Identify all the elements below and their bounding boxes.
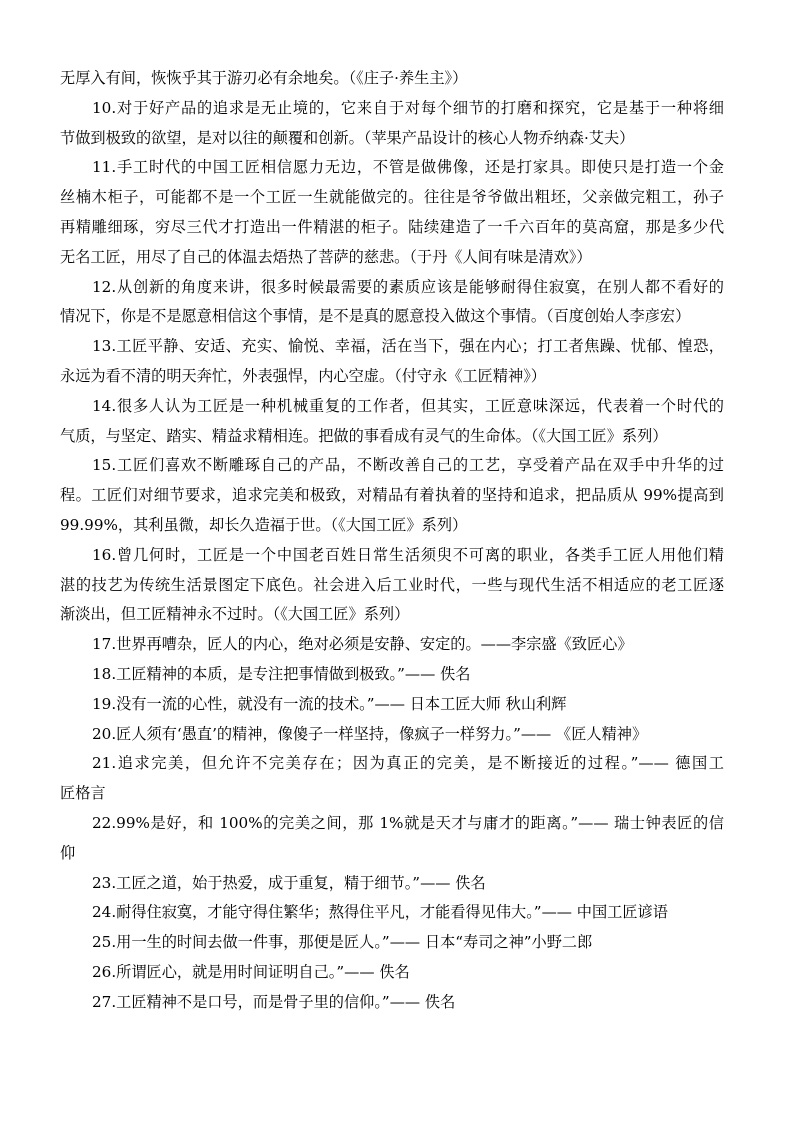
text-line: 程。工匠们对细节要求，追求完美和极致，对精品有着执着的坚持和追求，把品质从 99%提高到 (60, 486, 724, 505)
text-line: 仰 (60, 843, 76, 862)
text-line: 99.99%，其利虽微，却长久造福于世。（《大国工匠》系列） (60, 515, 468, 534)
text-line: 11.手工时代的中国工匠相信愿力无边，不管是做佛像，还是打家具。即使只是打造一个金 (92, 158, 724, 177)
text-line: 14.很多人认为工匠是一种机械重复的工作者，但其实，工匠意味深远，代表着一个时代的 (92, 396, 724, 415)
text-line: 21.追求完美，但允许不完美存在；因为真正的完美，是不断接近的过程。”—— 德国工 (92, 754, 724, 773)
text-line: 23.工匠之道，始于热爱，成于重复，精于细节。”—— 佚名 (92, 873, 486, 892)
text-line: 19.没有一流的心性，就没有一流的技术。”—— 日本工匠大师 秋山利辉 (92, 694, 567, 713)
text-line: 12.从创新的角度来讲，很多时候最需要的素质应该是能够耐得住寂寞，在别人都不看好的 (92, 277, 724, 296)
text-line: 20.匠人须有‘愚直’的精神，像傻子一样坚持，像疯子一样努力。”—— 《匠人精神》 (92, 724, 648, 743)
text-line: 24.耐得住寂寞，才能守得住繁华；熬得住平凡，才能看得见伟大。”—— 中国工匠谚语 (92, 903, 668, 922)
text-line: 13.工匠平静、安适、充实、愉悦、幸福，活在当下，强在内心；打工者焦躁、忧郁、惶恐， (92, 337, 724, 356)
text-line: 丝楠木柜子，可能都不是一个工匠一生就能做完的。往往是爷爷做出粗坯，父亲做完粗工，孙子 (60, 188, 724, 207)
text-line: 气质，与坚定、踏实、精益求精相连。把做的事看成有灵气的生命体。（《大国工匠》系列） (60, 426, 668, 445)
text-line: 无厚入有间，恢恢乎其于游刃必有余地矣。（《庄子·养生主》） (60, 69, 468, 87)
text-line: 湛的技艺为传统生活景图定下底色。社会进入后工业时代，一些与现代生活不相适应的老工匠逐 (60, 575, 724, 594)
text-line: 10.对于好产品的追求是无止境的，它来自于对每个细节的打磨和探究，它是基于一种将细 (92, 98, 724, 117)
text-line: 17.世界再嘈杂，匠人的内心，绝对必须是安静、安定的。——李宗盛《致匠心》 (92, 635, 633, 654)
text-line: 永远为看不清的明天奔忙，外表强悍，内心空虚。（付守永《工匠精神》） (60, 366, 546, 385)
text-line: 27.工匠精神不是口号，而是骨子里的信仰。”—— 佚名 (92, 992, 456, 1011)
text-line: 节做到极致的欲望，是对以往的颠覆和创新。（苹果产品设计的核心人物乔纳森·艾夫） (60, 128, 635, 147)
text-line: 15.工匠们喜欢不断雕琢自己的产品，不断改善自己的工艺，享受着产品在双手中升华的过 (92, 456, 724, 475)
text-line: 16.曾几何时，工匠是一个中国老百姓日常生活须臾不可离的职业，各类手工匠人用他们精 (92, 545, 724, 564)
text-line: 无名工匠，用尽了自己的体温去焐热了菩萨的慈悲。（于丹《人间有味是清欢》） (60, 247, 592, 266)
text-line: 26.所谓匠心，就是用时间证明自己。”—— 佚名 (92, 962, 410, 981)
text-line: 再精雕细琢，穷尽三代才打造出一件精湛的柜子。陆续建造了一千六百年的莫高窟，那是多少代 (60, 217, 724, 236)
text-line: 22.99%是好，和 100%的完美之间，那 1%就是天才与庸才的距离。”—— 瑞士钟表匠的信 (92, 813, 724, 832)
text-line: 匠格言 (60, 784, 106, 803)
text-line: 18.工匠精神的本质，是专注把事情做到极致。”—— 佚名 (92, 664, 471, 683)
text-line: 情况下，你是不是愿意相信这个事情，是不是真的愿意投入做这个事情。（百度创始人李彦宏） (60, 307, 691, 326)
text-line: 25.用一生的时间去做一件事，那便是匠人。”—— 日本“寿司之神”小野二郎 (92, 933, 593, 952)
text-line: 渐淡出，但工匠精神永不过时。（《大国工匠》系列） (60, 605, 410, 624)
